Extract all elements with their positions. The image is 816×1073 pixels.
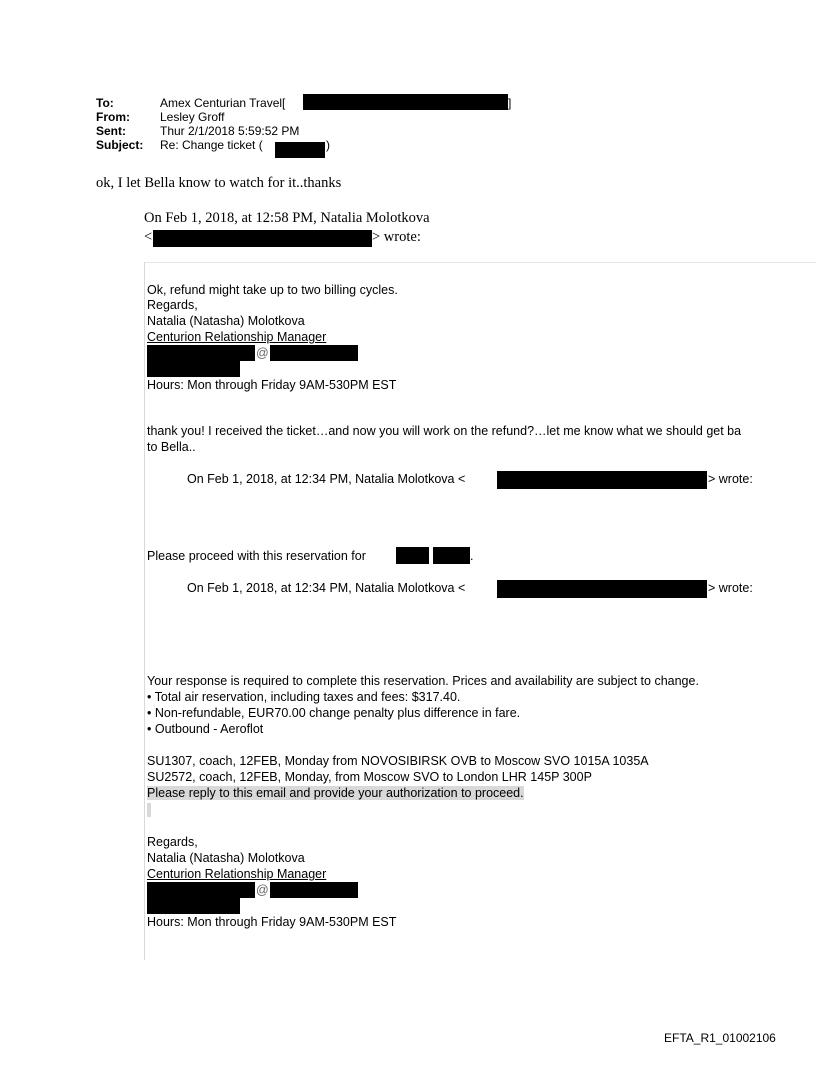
redaction-subject: [275, 142, 325, 158]
from-label: From:: [96, 110, 130, 124]
sent-label: Sent:: [96, 124, 126, 138]
redaction-msg1-phone: [147, 361, 240, 377]
flight-1: SU1307, coach, 12FEB, Monday from NOVOSIBIRSK OVB to Moscow SVO 1015A 1035A: [147, 754, 649, 768]
msg1-title: Centurion Relationship Manager: [147, 330, 327, 344]
quoted-intro-line: On Feb 1, 2018, at 12:58 PM, Natalia Molotkova: [144, 210, 430, 226]
redaction-msg4-phone: [147, 898, 240, 914]
quoted-intro-wrote: > wrote:: [372, 229, 421, 245]
msg4-regards: Regards,: [147, 835, 198, 849]
redaction-msg3-last: [433, 547, 470, 564]
msg2-wrote: > wrote:: [708, 472, 753, 486]
to-value: Amex Centurian Travel[: [160, 96, 286, 110]
msg1-hours: Hours: Mon through Friday 9AM-530PM EST: [147, 378, 397, 392]
msg4-name: Natalia (Natasha) Molotkova: [147, 851, 305, 865]
list-item: • Non-refundable, EUR70.00 change penalty plus difference in fare.: [147, 706, 521, 720]
msg1-line: Ok, refund might take up to two billing cycles.: [147, 283, 398, 297]
subject-value: Re: Change ticket (: [160, 138, 263, 152]
redaction-msg2-email: [497, 471, 707, 489]
msg1-at: @: [256, 346, 269, 360]
list-item: • Outbound - Aeroflot: [147, 722, 264, 736]
to-close: ]: [508, 96, 512, 110]
msg3-period: .: [470, 549, 474, 563]
msg1-regards: Regards,: [147, 298, 198, 312]
to-label: To:: [96, 96, 114, 110]
quote-top-border: [144, 262, 816, 263]
from-value: Lesley Groff: [160, 110, 225, 124]
redaction-intro-email: [153, 230, 372, 247]
sent-value: Thur 2/1/2018 5:59:52 PM: [160, 124, 300, 138]
redaction-msg1-email-domain: [270, 345, 358, 361]
reply-text: ok, I let Bella know to watch for it..thanks: [96, 175, 342, 191]
msg4-hours: Hours: Mon through Friday 9AM-530PM EST: [147, 915, 397, 929]
msg4-title: Centurion Relationship Manager: [147, 867, 327, 881]
msg3-quote: On Feb 1, 2018, at 12:34 PM, Natalia Molotkova <: [187, 581, 466, 595]
list-item: • Total air reservation, including taxes and fees: $317.40.: [147, 690, 461, 704]
highlight-remnant: [147, 803, 151, 817]
bates-number: EFTA_R1_01002106: [664, 1031, 776, 1045]
authorize-line: Please reply to this email and provide your authorization to proceed.: [147, 786, 524, 800]
msg4-at: @: [256, 883, 269, 897]
msg3-line: Please proceed with this reservation for: [147, 549, 366, 563]
msg1-name: Natalia (Natasha) Molotkova: [147, 314, 305, 328]
redaction-msg3-first: [396, 547, 429, 564]
msg2-quote: On Feb 1, 2018, at 12:34 PM, Natalia Molotkova <: [187, 472, 466, 486]
msg3-wrote: > wrote:: [708, 581, 753, 595]
redaction-msg1-email-user: [147, 345, 255, 361]
redaction-to-email: [303, 94, 508, 110]
msg4-line: Your response is required to complete this reservation. Prices and availability are subject to change.: [147, 674, 699, 688]
quote-left-border: [144, 262, 145, 960]
redaction-msg4-email-domain: [270, 882, 358, 898]
redaction-msg4-email-user: [147, 882, 255, 898]
msg2-line1: thank you! I received the ticket…and now you will work on the refund?…let me know what we should get ba: [147, 424, 742, 438]
redaction-msg3-email: [497, 580, 707, 598]
subject-close: ): [326, 138, 330, 152]
quoted-intro-lt: <: [144, 229, 153, 245]
flight-2: SU2572, coach, 12FEB, Monday, from Moscow SVO to London LHR 145P 300P: [147, 770, 592, 784]
msg2-line2: to Bella..: [147, 440, 196, 454]
subject-label: Subject:: [96, 138, 144, 152]
